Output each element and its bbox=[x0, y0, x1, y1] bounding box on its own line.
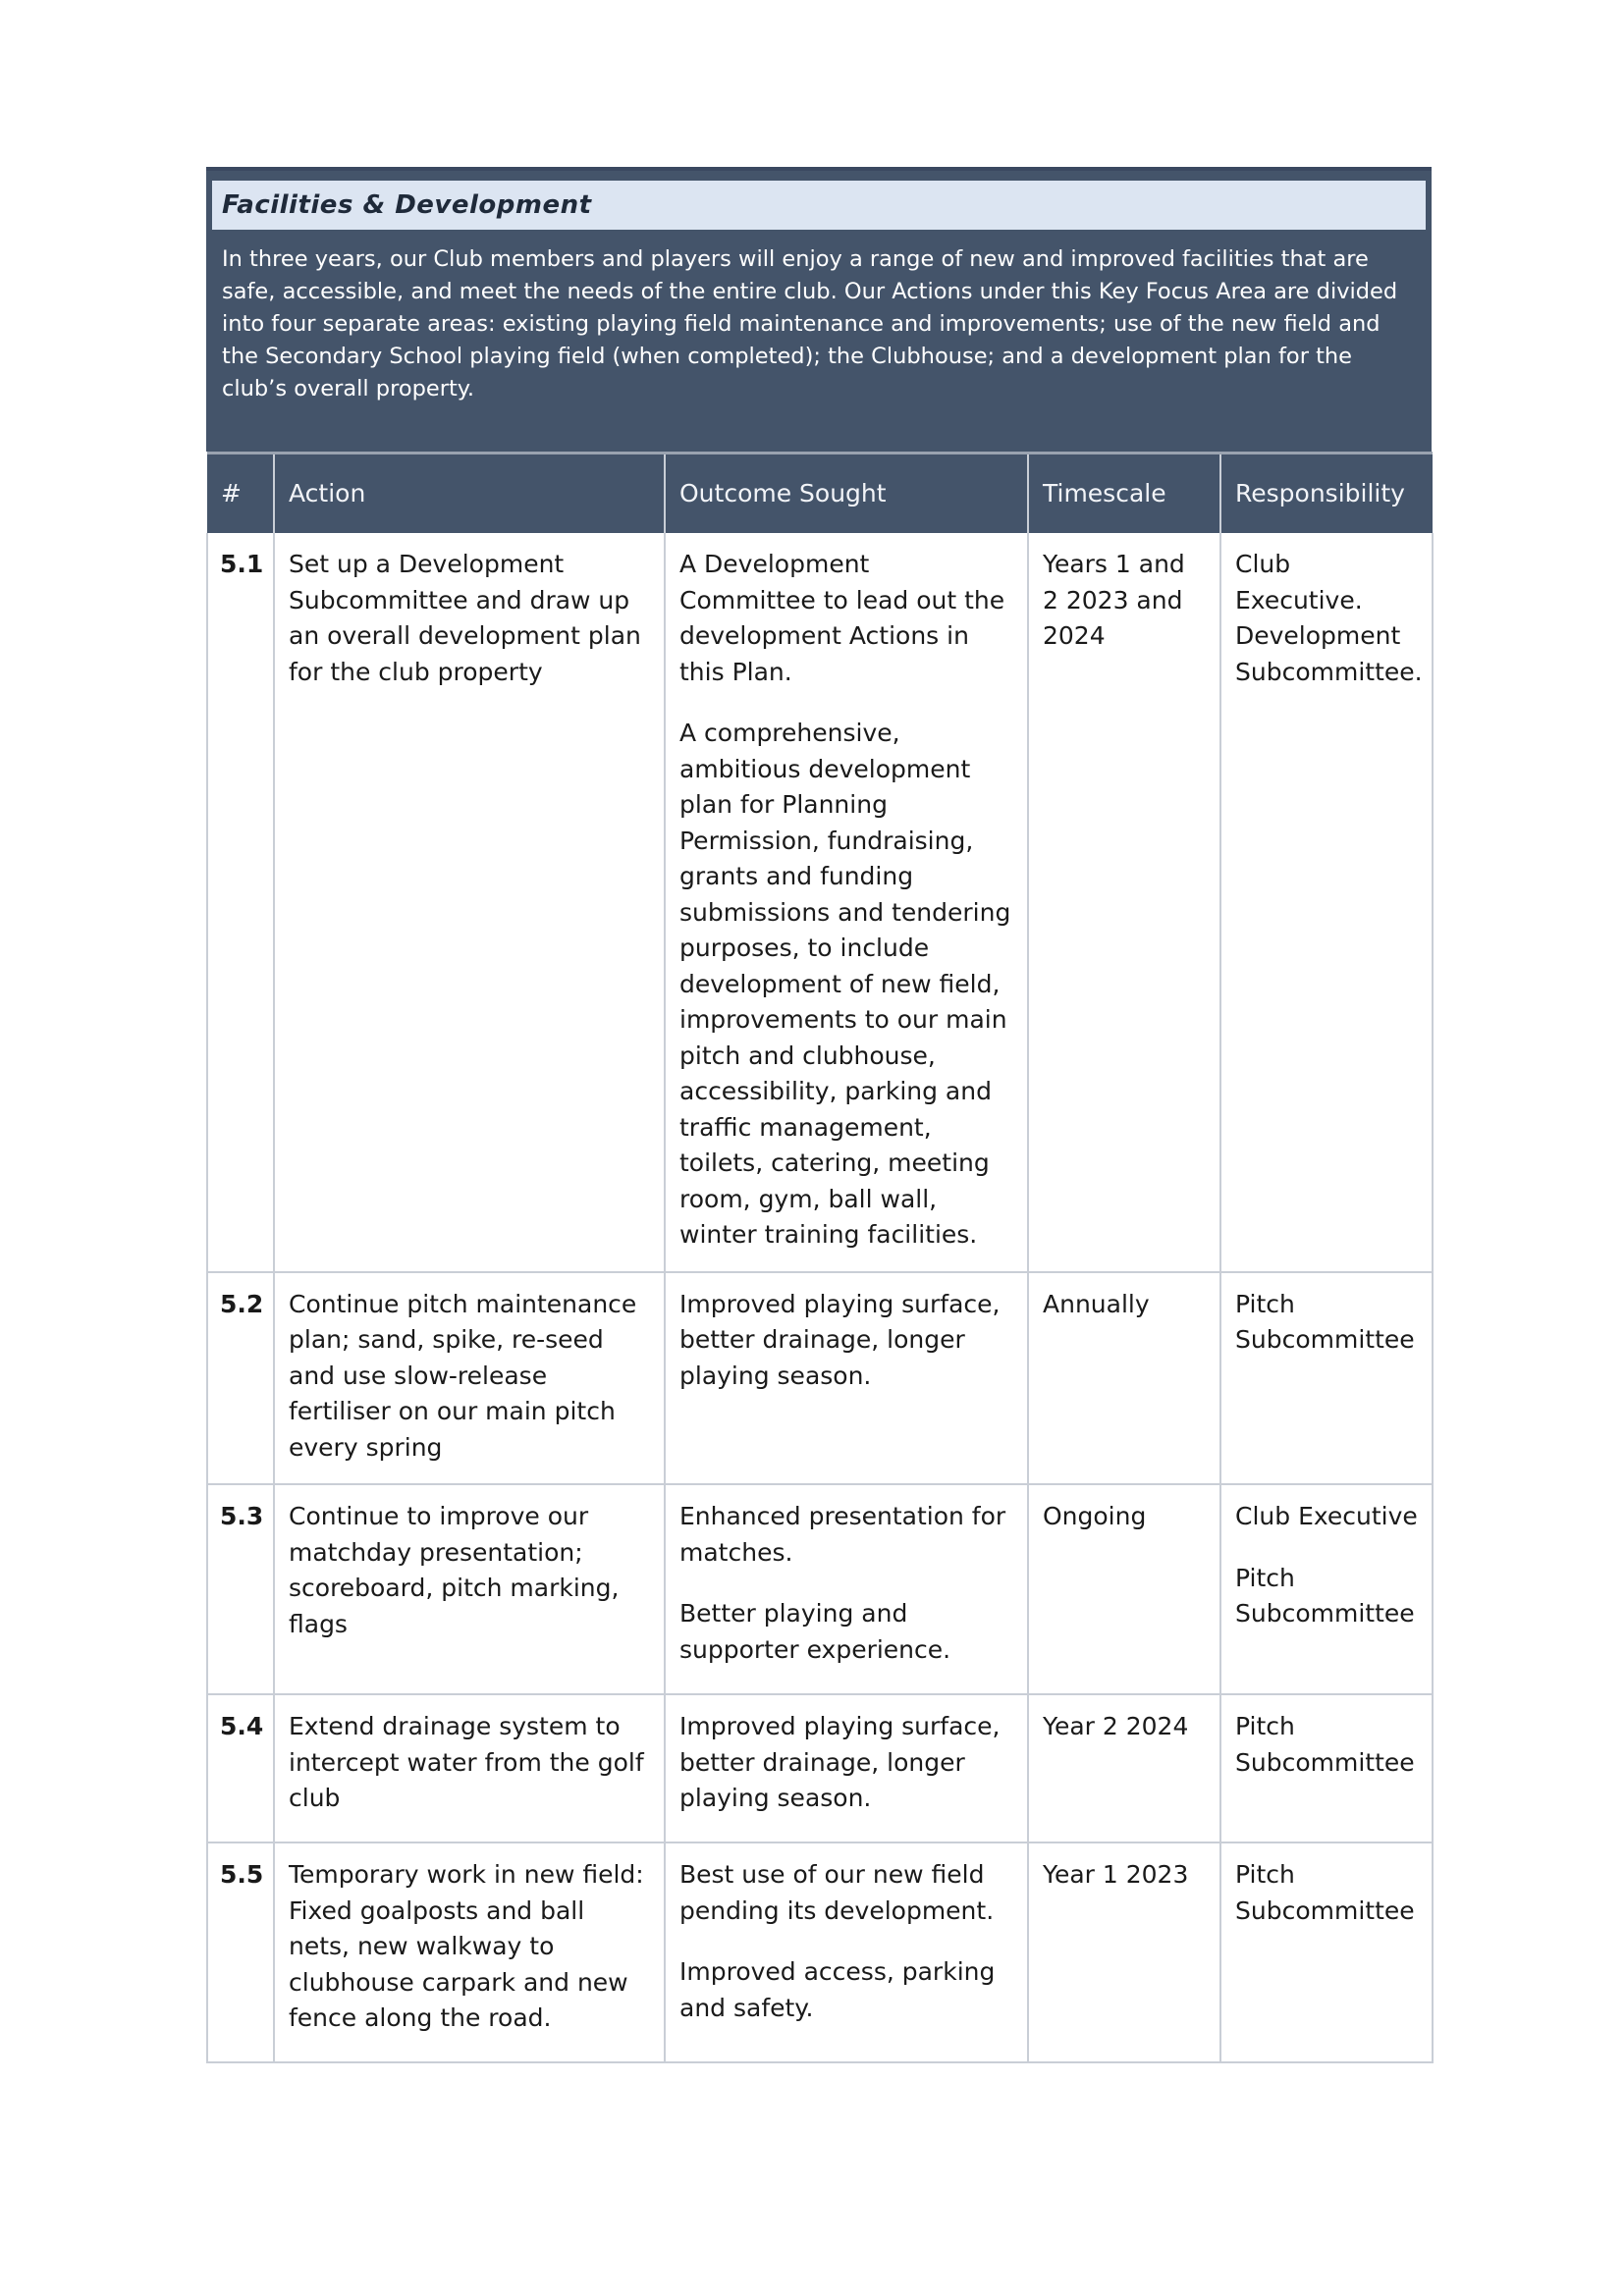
table-row bbox=[207, 533, 1433, 1272]
row-responsibility bbox=[1220, 533, 1433, 1272]
row-outcome bbox=[665, 1842, 1028, 2062]
row-number: 5.4 bbox=[207, 1694, 274, 1842]
header-action: Action bbox=[274, 454, 665, 534]
header-number: # bbox=[207, 454, 274, 534]
row-number: 5.5 bbox=[207, 1842, 274, 2062]
responsibility-paragraph: Pitch Subcommittee bbox=[1235, 1712, 1415, 1777]
row-responsibility bbox=[1220, 1842, 1433, 2062]
row-outcome bbox=[665, 1272, 1028, 1485]
row-number: 5.3 bbox=[207, 1484, 274, 1694]
responsibility-paragraph: Pitch Subcommittee bbox=[1235, 1860, 1415, 1925]
header-outcome: Outcome Sought bbox=[665, 454, 1028, 534]
responsibility-paragraph: Club Executive bbox=[1235, 1502, 1418, 1530]
section-intro: In three years, our Club members and players will enjoy a range of new and improved facilities that are safe, accessible, and meet the needs of the entire club. Our Actions under this Key Focus Area are divided into four separate areas: existing playing field maintenance and improvements; use of the new field and the Secondary School playing field (when completed); the Clubhouse; and a development plan for the club’s overall property. bbox=[222, 246, 1398, 401]
row-timescale: Year 1 2023 bbox=[1028, 1842, 1220, 2062]
section-title: Facilities & Development bbox=[212, 181, 1426, 230]
row-number: 5.2 bbox=[207, 1272, 274, 1485]
row-action: Continue to improve our matchday presentation; scoreboard, pitch marking, flags bbox=[274, 1484, 665, 1694]
outcome-paragraph: Enhanced presentation for matches. bbox=[679, 1502, 1006, 1567]
outcome-paragraph: Better playing and supporter experience. bbox=[679, 1599, 951, 1664]
row-responsibility bbox=[1220, 1484, 1433, 1694]
row-outcome bbox=[665, 1484, 1028, 1694]
row-outcome bbox=[665, 533, 1028, 1272]
row-action: Continue pitch maintenance plan; sand, spike, re-seed and use slow-release fertiliser on our main pitch every spring bbox=[274, 1272, 665, 1485]
row-number: 5.1 bbox=[207, 533, 274, 1272]
row-action: Extend drainage system to intercept water from the golf club bbox=[274, 1694, 665, 1842]
outcome-paragraph: A comprehensive, ambitious development plan for Planning Permission, fundraising, grants and funding submissions and tendering purposes, to include development of new field, improvements to our main pitch and clubhouse, accessibility, parking and traffic management, toilets, catering, meeting room, gym, ball wall, winter training facilities. bbox=[679, 719, 1011, 1249]
row-responsibility bbox=[1220, 1694, 1433, 1842]
responsibility-paragraph: Pitch Subcommittee bbox=[1235, 1563, 1415, 1628]
row-action: Set up a Development Subcommittee and draw up an overall development plan for the club property bbox=[274, 533, 665, 1272]
row-timescale: Ongoing bbox=[1028, 1484, 1220, 1694]
row-timescale: Year 2 2024 bbox=[1028, 1694, 1220, 1842]
header-responsibility: Responsibility bbox=[1220, 454, 1433, 534]
row-timescale: Annually bbox=[1028, 1272, 1220, 1485]
row-outcome bbox=[665, 1694, 1028, 1842]
table-header-row bbox=[207, 454, 1433, 534]
section-banner bbox=[206, 167, 1432, 452]
table-row bbox=[207, 1694, 1433, 1842]
row-responsibility bbox=[1220, 1272, 1433, 1485]
responsibility-paragraph: Club Executive. Development Subcommittee. bbox=[1235, 550, 1423, 686]
row-action: Temporary work in new field: Fixed goalposts and ball nets, new walkway to clubhouse carpark and new fence along the road. bbox=[274, 1842, 665, 2062]
outcome-paragraph: Improved playing surface, better drainage, longer playing season. bbox=[679, 1712, 1001, 1812]
responsibility-paragraph: Pitch Subcommittee bbox=[1235, 1289, 1415, 1354]
outcome-paragraph: Improved playing surface, better drainage, longer playing season. bbox=[679, 1289, 1001, 1390]
outcome-paragraph: Improved access, parking and safety. bbox=[679, 1957, 996, 2022]
table-row bbox=[207, 1484, 1433, 1694]
row-timescale: Years 1 and 2 2023 and 2024 bbox=[1028, 533, 1220, 1272]
header-timescale: Timescale bbox=[1028, 454, 1220, 534]
outcome-paragraph: A Development Committee to lead out the development Actions in this Plan. bbox=[679, 550, 1005, 686]
facilities-development-sheet bbox=[206, 167, 1432, 2063]
table-row bbox=[207, 1842, 1433, 2062]
table-row bbox=[207, 1272, 1433, 1485]
action-plan-table bbox=[206, 452, 1434, 2063]
outcome-paragraph: Best use of our new field pending its development. bbox=[679, 1860, 995, 1925]
